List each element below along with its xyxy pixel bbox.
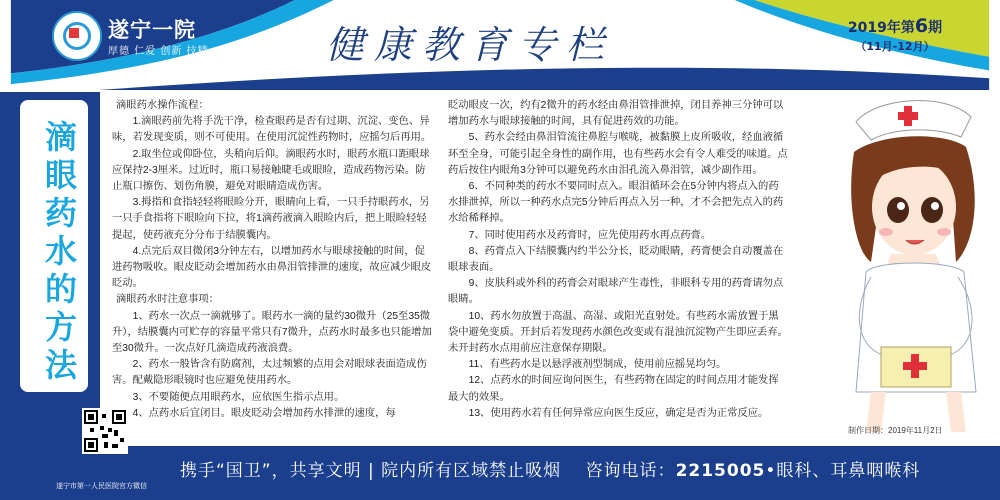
nurse-illustration [836, 92, 996, 452]
red-cross-icon [69, 28, 79, 38]
footer-slogan: 携手“国卫”，共享文明 | 院内所有区域禁止吸烟 [180, 461, 562, 481]
footer [0, 446, 1000, 500]
paragraph: 1、药水一次点一滴就够了。眼药水一滴的量约30微升（25至35微升），结膜囊内可贮存的容量平常只有7微升，点药水时最多也只能增加至30微升。一次点好几滴造成药液浪费。 [112, 310, 432, 355]
paragraph: 3.拇指和食指轻轻将眼睑分开，眼睛向上看，一只手持眼药水，另一只手食指将下眼睑向下拉，将1滴药液滴入眼睑内后，把上眼睑轻轻提起，使药液充分分布于结膜囊内。 [112, 197, 430, 241]
qr-caption: 遂宁市第一人民医院官方微信 [56, 482, 147, 490]
side-title-box [20, 100, 88, 392]
phone-number: 2215005 [675, 461, 766, 481]
issue-prefix: 2019年第 [847, 20, 915, 36]
issue-suffix: 期 [928, 20, 943, 36]
header [0, 0, 1000, 92]
issue-number: 6 [914, 15, 929, 37]
footer-text [180, 456, 920, 481]
paragraph: 5、药水会经由鼻泪管流往鼻腔与喉咙，被黏膜上皮所吸收，经血液循环至全身，可能引起全身性的副作用，也有些药水会有令人难受的味道。点药后按住内眼角3分钟可以避免药水由泪孔流入鼻泪管，减少副作用。 [448, 132, 788, 176]
paragraph: 10、药水勿放置于高温、高湿、或阳光直射处。有些药水需放置于黑袋中避免变质。开封后若发现药水颜色改变或有混浊沉淀物产生即应丢弃。未开封药水点用前应注意保存期限。 [448, 310, 788, 355]
paragraph: 7、同时使用药水及药膏时，应先使用药水再点药膏。 [468, 229, 712, 241]
right-text-column [448, 98, 788, 422]
department: •眼科、耳鼻咽喉科 [765, 461, 921, 481]
paragraph: 4.点完后双目微闭3分钟左右，以增加药水与眼球接触的时间，促进药物吸收。眼皮眨动会增加药水由鼻泪管排泄的速度，故应减少眼皮眨动。 [112, 245, 432, 290]
made-date: 制作日期：2019年11月2日 [848, 426, 943, 435]
issue-line [800, 15, 990, 37]
section-heading: 滴眼药水时注意事项： [116, 294, 219, 306]
paragraph: 2.取坐位或仰卧位，头稍向后仰。滴眼药水时，眼药水瓶口距眼球应保持2-3厘米。过近时，瓶口易接触睫毛或眼睑，造成药物污染。防止瓶口擦伤、划伤角膜，避免对眼睛造成伤害。 [112, 148, 430, 193]
section-heading: 滴眼药水操作流程： [116, 100, 209, 111]
hospital-name: 遂宁一院 [108, 18, 196, 42]
qr-code-icon[interactable] [82, 408, 128, 454]
paragraph: 2、药水一般皆含有防腐剂，太过频繁的点用会对眼球表面造成伤害。配戴隐形眼镜时也应避免使用药水。 [112, 359, 427, 387]
paragraph: 4、点药水后宜闭目。眼皮眨动会增加药水排泄的速度，每 [132, 407, 396, 419]
paragraph: 8、药膏点入下结膜囊内约半公分长，眨动眼睛，药膏便会自动覆盖在眼球表面。 [448, 245, 784, 274]
paragraph: 13、使用药水若有任何异常应向医生反应，确定是否为正常反应。 [468, 407, 769, 419]
paragraph: 眨动眼皮一次，约有2微升的药水经由鼻泪管排泄掉，闭目养神三分钟可以增加药水与眼球接触的时间，具有促进药效的功能。 [448, 100, 784, 128]
paragraph: 3、不要随便点用眼药水，应依医生指示点用。 [132, 391, 345, 403]
hospital-motto: 厚德 仁爱 创新 技精 [108, 46, 209, 57]
issue-months: （11月-12月） [855, 40, 935, 53]
column-title: 健康教育专栏 [325, 23, 614, 67]
paragraph: 6、不同种类的药水不要同时点入。眼泪循环会在5分钟内将点入的药水排泄掉，所以一种药水点完5分钟后再点入另一种，才不会把先点入的药水给稀释掉。 [448, 181, 784, 225]
paragraph: 12、点药水的时间应询问医生，有些药物在固定的时间点用才能发挥最大的效果。 [448, 375, 779, 403]
left-text-column [112, 98, 432, 422]
paragraph: 1.滴眼药前先将手洗干净，检查眼药是否有过期、沉淀、变色、异味，若发现变质，则不可使用。在使用沉淀性药物时，应摇匀后再用。 [112, 116, 432, 144]
side-title: 滴眼药水的方法 [40, 120, 78, 386]
paragraph: 11、有些药水是以悬浮液剂型制成，使用前应摇晃均匀。 [468, 359, 727, 371]
hospital-logo [54, 13, 100, 59]
paragraph: 9、皮肤科或外科的药膏会对眼球产生毒性，非眼科专用的药膏请勿点眼睛。 [448, 278, 784, 306]
consult-label: 咨询电话： [585, 461, 676, 481]
article-content [112, 98, 832, 448]
